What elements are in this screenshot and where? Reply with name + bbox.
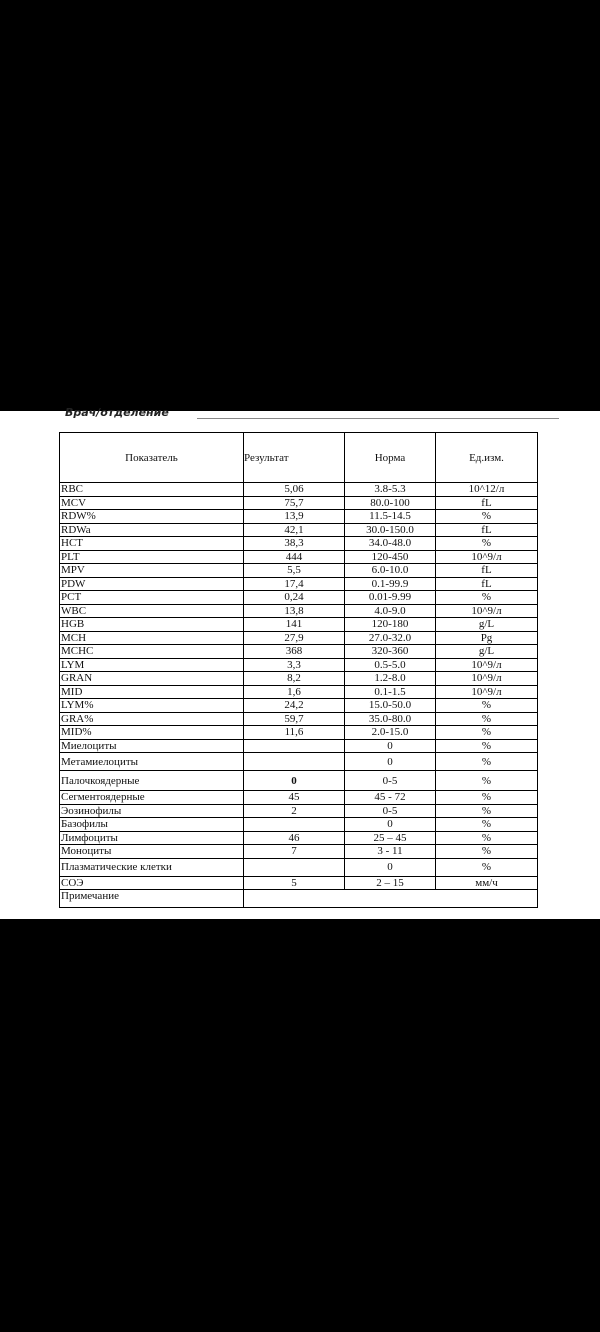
- cell-indicator: GRA%: [60, 712, 244, 726]
- cell-result: 8,2: [244, 672, 345, 686]
- cell-unit: %: [436, 804, 538, 818]
- cell-result: [244, 739, 345, 753]
- cell-norm: 320-360: [345, 645, 436, 659]
- cell-result: 75,7: [244, 496, 345, 510]
- cell-indicator: LYM: [60, 658, 244, 672]
- column-header-result: Результат: [244, 433, 345, 483]
- cell-result: 13,8: [244, 604, 345, 618]
- cell-indicator: MCH: [60, 631, 244, 645]
- cell-unit: %: [436, 791, 538, 805]
- cell-indicator: Моноциты: [60, 845, 244, 859]
- cell-unit: fL: [436, 523, 538, 537]
- cell-result: 27,9: [244, 631, 345, 645]
- cell-unit: 10^9/л: [436, 658, 538, 672]
- table-row: [60, 753, 538, 771]
- cell-indicator: MCV: [60, 496, 244, 510]
- table-row: [60, 845, 538, 859]
- cell-indicator: LYM%: [60, 699, 244, 713]
- cell-result: 3,3: [244, 658, 345, 672]
- cell-unit: %: [436, 510, 538, 524]
- cell-norm: 0-5: [345, 771, 436, 791]
- cell-norm: 27.0-32.0: [345, 631, 436, 645]
- cell-unit: %: [436, 771, 538, 791]
- cell-unit: %: [436, 726, 538, 740]
- cell-result: 46: [244, 831, 345, 845]
- cell-indicator: PLT: [60, 550, 244, 564]
- cell-unit: 10^9/л: [436, 672, 538, 686]
- header-doctor-label: Врач/отделение: [65, 406, 169, 419]
- table-row: [60, 618, 538, 632]
- cell-indicator: PDW: [60, 577, 244, 591]
- cell-indicator: MCHC: [60, 645, 244, 659]
- cell-unit: мм/ч: [436, 876, 538, 890]
- table-row: [60, 771, 538, 791]
- column-header-norm: Норма: [345, 433, 436, 483]
- cell-unit: fL: [436, 577, 538, 591]
- cell-unit: %: [436, 537, 538, 551]
- cell-norm: 120-180: [345, 618, 436, 632]
- cell-unit: g/L: [436, 645, 538, 659]
- cell-norm: 3.8-5.3: [345, 483, 436, 497]
- cell-unit: %: [436, 591, 538, 605]
- table-row: [60, 537, 538, 551]
- table-row: [60, 523, 538, 537]
- cell-unit: %: [436, 818, 538, 832]
- table-row: [60, 631, 538, 645]
- table-row: [60, 858, 538, 876]
- table-row: [60, 672, 538, 686]
- cell-norm: 2.0-15.0: [345, 726, 436, 740]
- cell-indicator: Плазматические клетки: [60, 858, 244, 876]
- cell-unit: %: [436, 831, 538, 845]
- table-row: [60, 510, 538, 524]
- cell-result: 42,1: [244, 523, 345, 537]
- cell-norm: 30.0-150.0: [345, 523, 436, 537]
- cell-indicator: MID: [60, 685, 244, 699]
- cell-norm: 0.5-5.0: [345, 658, 436, 672]
- header-underline: [197, 418, 559, 419]
- cell-result: 59,7: [244, 712, 345, 726]
- table-row-note: [60, 890, 538, 908]
- cell-indicator: HGB: [60, 618, 244, 632]
- cell-norm: 11.5-14.5: [345, 510, 436, 524]
- blood-test-table: [59, 432, 538, 908]
- table-row: [60, 645, 538, 659]
- cell-norm: 0.01-9.99: [345, 591, 436, 605]
- cell-norm: 0: [345, 818, 436, 832]
- cell-indicator: Миелоциты: [60, 739, 244, 753]
- table-row: [60, 791, 538, 805]
- table-row: [60, 604, 538, 618]
- cell-norm: 45 - 72: [345, 791, 436, 805]
- cell-norm: 34.0-48.0: [345, 537, 436, 551]
- cell-result: 7: [244, 845, 345, 859]
- note-label: Примечание: [60, 890, 244, 908]
- cell-unit: 10^9/л: [436, 550, 538, 564]
- cell-result: [244, 818, 345, 832]
- cell-unit: fL: [436, 564, 538, 578]
- cell-norm: 120-450: [345, 550, 436, 564]
- cell-indicator: Лимфоциты: [60, 831, 244, 845]
- cell-unit: %: [436, 845, 538, 859]
- cell-norm: 4.0-9.0: [345, 604, 436, 618]
- cell-indicator: MPV: [60, 564, 244, 578]
- cell-norm: 0: [345, 753, 436, 771]
- cell-result: 5,06: [244, 483, 345, 497]
- table-row: [60, 818, 538, 832]
- table-row: [60, 564, 538, 578]
- cell-indicator: Сегментоядерные: [60, 791, 244, 805]
- lab-report-page: [0, 406, 600, 919]
- table-header-row: [60, 433, 538, 483]
- table-row: [60, 685, 538, 699]
- cell-indicator: Эозинофилы: [60, 804, 244, 818]
- cell-norm: 80.0-100: [345, 496, 436, 510]
- cell-result: 141: [244, 618, 345, 632]
- table-row: [60, 831, 538, 845]
- cell-norm: 3 - 11: [345, 845, 436, 859]
- table-row: [60, 550, 538, 564]
- cell-result: 1,6: [244, 685, 345, 699]
- cell-result: 0: [244, 771, 345, 791]
- cell-result: 0,24: [244, 591, 345, 605]
- cell-norm: 25 – 45: [345, 831, 436, 845]
- table-row: [60, 591, 538, 605]
- cell-norm: 6.0-10.0: [345, 564, 436, 578]
- cell-result: 17,4: [244, 577, 345, 591]
- cell-unit: %: [436, 739, 538, 753]
- table-row: [60, 577, 538, 591]
- table-row: [60, 804, 538, 818]
- cell-norm: 2 – 15: [345, 876, 436, 890]
- cell-result: 13,9: [244, 510, 345, 524]
- cell-result: [244, 753, 345, 771]
- cell-unit: fL: [436, 496, 538, 510]
- cell-result: 45: [244, 791, 345, 805]
- cell-unit: Pg: [436, 631, 538, 645]
- cell-unit: 10^9/л: [436, 604, 538, 618]
- cell-indicator: RBC: [60, 483, 244, 497]
- column-header-unit: Ед.изм.: [436, 433, 538, 483]
- cell-indicator: WBC: [60, 604, 244, 618]
- cell-unit: 10^9/л: [436, 685, 538, 699]
- cell-norm: 0.1-99.9: [345, 577, 436, 591]
- cell-unit: %: [436, 858, 538, 876]
- cell-unit: %: [436, 753, 538, 771]
- cell-result: 2: [244, 804, 345, 818]
- cell-indicator: СОЭ: [60, 876, 244, 890]
- cell-indicator: PCT: [60, 591, 244, 605]
- table-row: [60, 496, 538, 510]
- table-row: [60, 726, 538, 740]
- cell-unit: %: [436, 699, 538, 713]
- cell-indicator: Метамиелоциты: [60, 753, 244, 771]
- cell-indicator: Палочкоядерные: [60, 771, 244, 791]
- cell-indicator: RDWa: [60, 523, 244, 537]
- cell-norm: 0-5: [345, 804, 436, 818]
- cell-unit: 10^12/л: [436, 483, 538, 497]
- cell-indicator: MID%: [60, 726, 244, 740]
- cell-norm: 0.1-1.5: [345, 685, 436, 699]
- cell-indicator: RDW%: [60, 510, 244, 524]
- cell-unit: g/L: [436, 618, 538, 632]
- table-row: [60, 739, 538, 753]
- cell-norm: 35.0-80.0: [345, 712, 436, 726]
- table-row: [60, 876, 538, 890]
- cell-result: 5: [244, 876, 345, 890]
- cell-indicator: HCT: [60, 537, 244, 551]
- cell-result: [244, 858, 345, 876]
- cell-norm: 1.2-8.0: [345, 672, 436, 686]
- cell-result: 444: [244, 550, 345, 564]
- table-row: [60, 712, 538, 726]
- cell-norm: 0: [345, 858, 436, 876]
- cell-indicator: Базофилы: [60, 818, 244, 832]
- cell-result: 368: [244, 645, 345, 659]
- table-row: [60, 658, 538, 672]
- cell-result: 38,3: [244, 537, 345, 551]
- note-value: [244, 890, 538, 908]
- cell-result: 5,5: [244, 564, 345, 578]
- table-row: [60, 699, 538, 713]
- cell-unit: %: [436, 712, 538, 726]
- cell-norm: 0: [345, 739, 436, 753]
- cell-indicator: GRAN: [60, 672, 244, 686]
- column-header-indicator: Показатель: [60, 433, 244, 483]
- cell-norm: 15.0-50.0: [345, 699, 436, 713]
- cell-result: 24,2: [244, 699, 345, 713]
- table-row: [60, 483, 538, 497]
- cell-result: 11,6: [244, 726, 345, 740]
